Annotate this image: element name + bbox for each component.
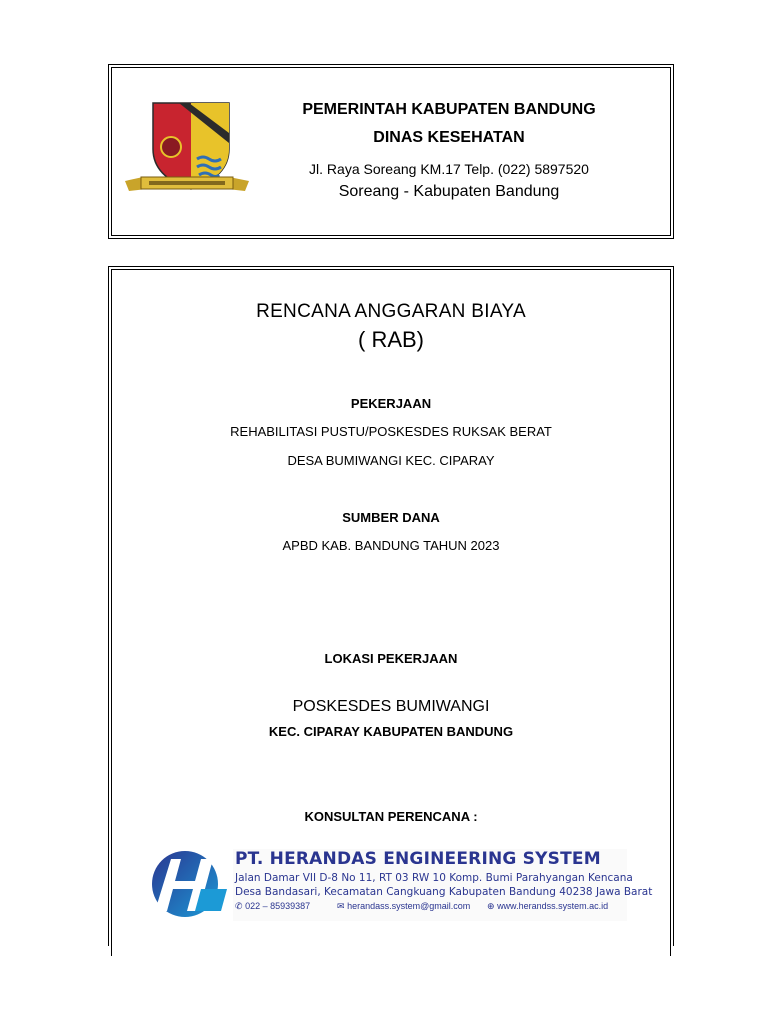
consultant-email-value: herandass.system@gmail.com (347, 901, 471, 911)
header-box (108, 64, 674, 239)
bandung-emblem-icon (123, 99, 251, 199)
header-department: DINAS KESEHATAN (373, 129, 525, 146)
email-icon: ✉ (337, 901, 345, 911)
fund-value: APBD KAB. BANDUNG TAHUN 2023 (282, 538, 500, 553)
location-name: POSKESDES BUMIWANGI (292, 698, 490, 715)
consultant-website-value: www.herandss.system.ac.id (497, 901, 609, 911)
cover-box (108, 266, 674, 946)
consultant-address-2: Desa Bandasari, Kecamatan Cangkuang Kabupaten Bandung 40238 Jawa Barat (235, 886, 653, 898)
work-line-1: REHABILITASI PUSTU/POSKESDES RUKSAK BERAT (230, 424, 552, 439)
globe-icon: ⊕ (487, 901, 495, 911)
location-label: LOKASI PEKERJAAN (324, 651, 458, 666)
document-title: RENCANA ANGGARAN BIAYA (256, 301, 526, 322)
consultant-website (487, 901, 608, 912)
consultant-card (233, 849, 653, 921)
consultant-name: PT. HERANDAS ENGINEERING SYSTEM (235, 849, 601, 869)
consultant-label: KONSULTAN PERENCANA : (304, 809, 478, 824)
phone-icon: ✆ (235, 901, 243, 911)
fund-label: SUMBER DANA (342, 510, 440, 525)
consultant-phone-value: 022 – 85939387 (245, 901, 311, 911)
header-address: Jl. Raya Soreang KM.17 Telp. (022) 5897520 (309, 161, 589, 177)
consultant-address-1: Jalan Damar VII D-8 No 11, RT 03 RW 10 Komp. Bumi Parahyangan Kencana (235, 872, 633, 884)
consultant-email (337, 901, 470, 912)
location-area: KEC. CIPARAY KABUPATEN BANDUNG (268, 724, 514, 739)
header-city: Soreang - Kabupaten Bandung (338, 183, 560, 200)
consultant-phone (235, 901, 310, 912)
work-label: PEKERJAAN (350, 396, 432, 411)
document-subtitle: ( RAB) (358, 327, 424, 352)
herandas-logo-icon (151, 845, 231, 923)
work-line-2: DESA BUMIWANGI KEC. CIPARAY (287, 453, 495, 468)
header-government: PEMERINTAH KABUPATEN BANDUNG (302, 101, 596, 118)
